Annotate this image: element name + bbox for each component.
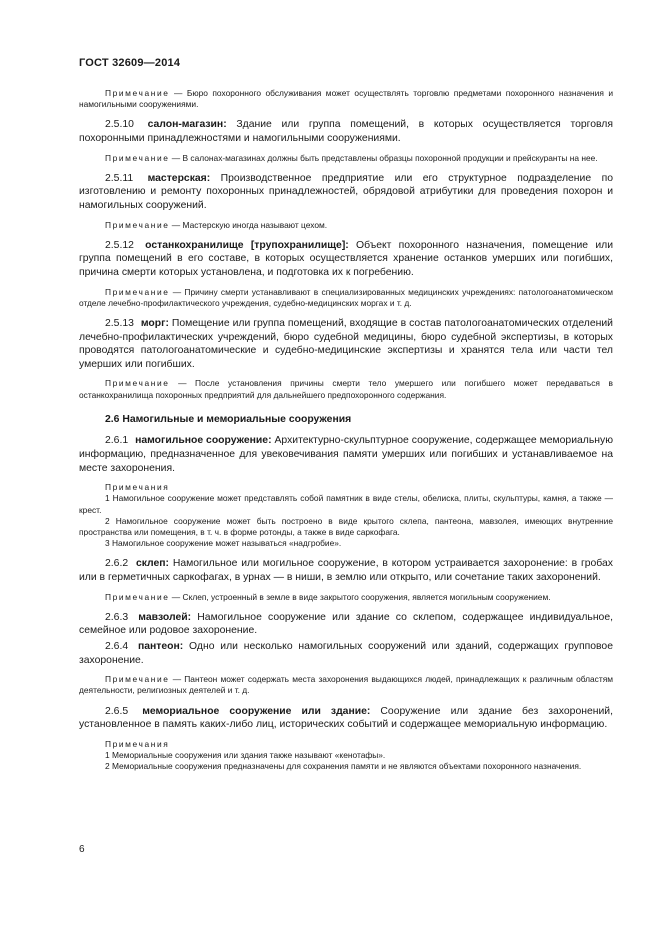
note-prefix: Примечание: [105, 152, 170, 163]
term-text: Сооружение или здание без захоронений, установленное в память каких-либо лиц, исторических событий и содержащее мемориальную информацию.: [79, 705, 613, 731]
note-paragraph: Примечание — Склеп, устроенный в земле в виде закрытого сооружения, является могильным сооружением.: [105, 591, 551, 602]
note-paragraph: Примечание — Мастерскую иногда называют цехом.: [105, 219, 328, 230]
term-name: морг:: [140, 317, 169, 329]
term-text: Объект похоронного назначения, помещение или группа помещений в его составе, в которых осуществляется хранение останков умерших или погибших, причина смерти которых установлена, и подготовка их к погребению.: [79, 239, 614, 278]
term-number: 2.5.10: [105, 119, 134, 131]
term-number: 2.6.2: [105, 558, 129, 570]
note-item: 2 Мемориальные сооружения предназначены для сохранения памяти и не являются объектами похоронного назначения.: [105, 761, 582, 772]
note-paragraph: Примечание — После установления причины смерти тело умершего или погибшего может передаваться в останкохранилища похоронных предприятий для дальнейшего предпохоронного содержания.: [79, 378, 614, 400]
term-definition: [79, 172, 613, 213]
term-text: Архитектурно-скульптурное сооружение, содержащее мемориальную информацию, предназначенное для увековечивания памяти умерших или погибших и устанавливаемое на месте захоронения.: [79, 435, 613, 474]
page-number: 6: [79, 844, 85, 855]
term-text: Здание или группа помещений, в которых осуществляется торговля похоронными принадлежностями и намогильными сооружениями.: [79, 119, 613, 144]
note-text: Склеп, устроенный в земле в виде закрытого сооружения, является могильным сооружением.: [182, 591, 551, 602]
notes-heading: Примечания: [105, 738, 170, 749]
note-paragraph: Примечание — Пантеон может содержать места захоронения выдающихся людей, принадлежащих к различным областям деятельности, религиозных деятелей и т. д.: [79, 674, 614, 696]
note-text: После установления причины смерти тело умершего или погибшего может передаваться в останкохранилища похоронных предприятий для дальнейшего предпохоронного содержания.: [79, 378, 614, 400]
term-number: 2.6.4: [105, 640, 129, 652]
note-paragraph: Примечание — Бюро похоронного обслуживания может осуществлять торговлю предметами похоронного назначения и намогильными сооружениями.: [79, 88, 614, 110]
term-name: мавзолей:: [138, 611, 192, 623]
notes-heading: Примечания: [105, 482, 170, 493]
term-number: 2.6.1: [105, 435, 129, 447]
term-name: салон-магазин:: [147, 119, 227, 131]
document-body: [79, 88, 613, 780]
note-paragraph: Примечание — В салонах-магазинах должны быть представлены образцы похоронной продукции и прейскуранты на нее.: [105, 152, 598, 163]
term-number: 2.5.11: [105, 172, 134, 184]
term-text: Помещение или группа помещений, входящие в состав патологоанатомических отделений лечебно-профилактических учреждений, бюро судебной медицины, бюро судебной экспертизы, в которых проводятся патологоанатомические и судебно-медицинские экспертизы и хранятся тела или части тел умерших или погибших.: [79, 317, 613, 370]
note-text: В салонах-магазинах должны быть представлены образцы похоронной продукции и прейскуранты на нее.: [182, 152, 598, 163]
note-prefix: Примечание: [105, 286, 170, 297]
notes-group: [79, 482, 613, 549]
term-name: мемориальное сооружение или здание:: [142, 705, 371, 717]
note-text: Пантеон может содержать места захоронения выдающихся людей, принадлежащих к различным областям деятельности, религиозных деятелей и т. д.: [79, 674, 614, 696]
note-item: 1 Намогильное сооружение может представлять собой памятник в виде стелы, обелиска, плиты, скульптуры, камня, а также — крест.: [79, 493, 613, 515]
notes-group: [79, 739, 613, 773]
note-text: Причину смерти устанавливают в специализированных медицинских учреждениях: патологоанатомическом отделе лечебно-профилактического учреждения, судебно-медицинских моргах и т. д.: [79, 286, 613, 308]
note-paragraph: Примечание — Причину смерти устанавливают в специализированных медицинских учреждениях: патологоанатомическом отделе лечебно-профилактического учреждения, судебно-медицинских моргах и т. д.: [79, 286, 613, 308]
term-definition: [79, 118, 613, 145]
note-prefix: Примечание: [105, 591, 170, 602]
term-definition: [79, 705, 613, 732]
note-item: 2 Намогильное сооружение может быть построено в виде крытого склепа, пантеона, мавзолея, имеющих внутренние пространства или помещения, в т. ч. в форме ротонды, а также в виде саркофага.: [79, 515, 613, 537]
term-name: намогильное сооружение:: [135, 435, 272, 447]
document-header: ГОСТ 32609—2014: [79, 57, 181, 69]
term-definition: [79, 640, 613, 667]
section-heading: 2.6 Намогильные и мемориальные сооружения: [105, 413, 352, 425]
term-definition: [79, 434, 613, 475]
term-name: останкохранилище [трупохранилище]:: [145, 239, 349, 251]
term-definition: [79, 611, 613, 638]
note-text: Мастерскую иногда называют цехом.: [182, 219, 328, 230]
note-item: 3 Намогильное сооружение может называться «надгробие».: [105, 538, 342, 549]
term-definition: [79, 239, 613, 280]
note-prefix: Примечание: [105, 674, 170, 685]
term-number: 2.6.3: [105, 611, 129, 623]
note-prefix: Примечание: [105, 378, 170, 389]
term-name: пантеон:: [137, 640, 184, 652]
term-text: Намогильное или могильное сооружение, в котором устраивается захоронение: в гробах или в герметичных саркофагах, в урнах — в ниши, в землю или открыто, или сочетание таких захоронений.: [79, 558, 613, 583]
term-text: Намогильное сооружение или здание со склепом, содержащее индивидуальное, семейное или родовое захоронение.: [79, 611, 613, 637]
term-text: Производственное предприятие или его структурное подразделение по изготовлению и ремонту похоронных принадлежностей, обрядовой атрибутики для проведения похорон и намогильных сооружений.: [79, 172, 614, 211]
term-number: 2.5.13: [105, 317, 134, 329]
note-text: Бюро похоронного обслуживания может осуществлять торговлю предметами похоронного назначения и намогильными сооружениями.: [79, 88, 614, 110]
term-text: Одно или несколько намогильных сооружений или зданий, содержащих групповое захоронение.: [79, 640, 613, 666]
term-definition: [79, 557, 613, 584]
term-name: мастерская:: [147, 172, 211, 184]
note-item: 1 Мемориальные сооружения или здания также называют «кенотафы».: [105, 749, 386, 760]
note-prefix: Примечание: [105, 88, 170, 98]
term-definition: [79, 317, 613, 371]
term-name: склеп:: [135, 558, 170, 570]
note-prefix: Примечание: [105, 219, 170, 230]
term-number: 2.6.5: [105, 705, 129, 717]
term-number: 2.5.12: [105, 239, 134, 251]
